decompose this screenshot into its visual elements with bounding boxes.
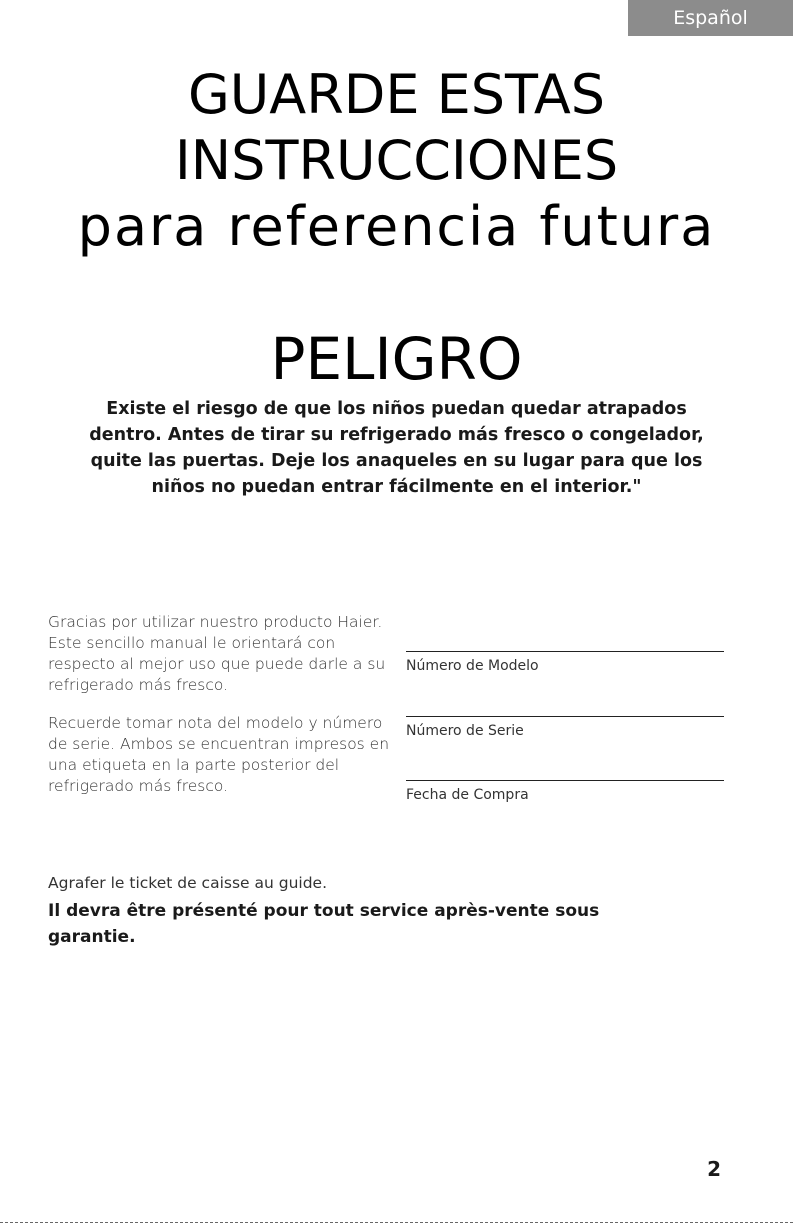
purchase-date-line bbox=[406, 780, 724, 781]
model-number-label: Número de Modelo bbox=[406, 658, 539, 674]
model-number-line bbox=[406, 651, 724, 652]
intro-paragraph-2: Recuerde tomar nota del modelo y número de serie. Ambos se encuentran impresos en una etiqueta en la parte posterior del refrigerado más fresco. bbox=[48, 714, 390, 795]
serial-number-field bbox=[406, 716, 724, 739]
title-line-2: INSTRUCCIONES bbox=[174, 129, 619, 192]
footer-warranty-note: Il devra être présenté pour tout service après-vente sous garantie. bbox=[48, 901, 600, 947]
model-number-field bbox=[406, 651, 724, 674]
purchase-date-label: Fecha de Compra bbox=[406, 787, 529, 803]
title-line-1: GUARDE ESTAS bbox=[187, 63, 606, 126]
bottom-divider bbox=[0, 1222, 793, 1223]
serial-number-line bbox=[406, 716, 724, 717]
footer-note: Agrafer le ticket de caisse au guide. bbox=[48, 874, 328, 892]
danger-text: Existe el riesgo de que los niños puedan quedar atrapados dentro. Antes de tirar su refrigerado más fresco o congelador, quite las puertas. Deje los anaqueles en su lugar para que los niños no puedan entrar fácilmente en el interior." bbox=[89, 399, 704, 497]
page-number: 2 bbox=[707, 1157, 721, 1181]
purchase-date-field bbox=[406, 780, 724, 803]
language-tab: Español bbox=[628, 0, 793, 36]
danger-heading: PELIGRO bbox=[270, 325, 523, 393]
intro-section bbox=[48, 612, 398, 797]
title-line-3: para referencia futura bbox=[77, 195, 716, 258]
serial-number-label: Número de Serie bbox=[406, 723, 524, 739]
intro-paragraph-1: Gracias por utilizar nuestro producto Haier. Este sencillo manual le orientará con respecto al mejor uso que puede darle a su refrigerado más fresco. bbox=[48, 613, 386, 694]
